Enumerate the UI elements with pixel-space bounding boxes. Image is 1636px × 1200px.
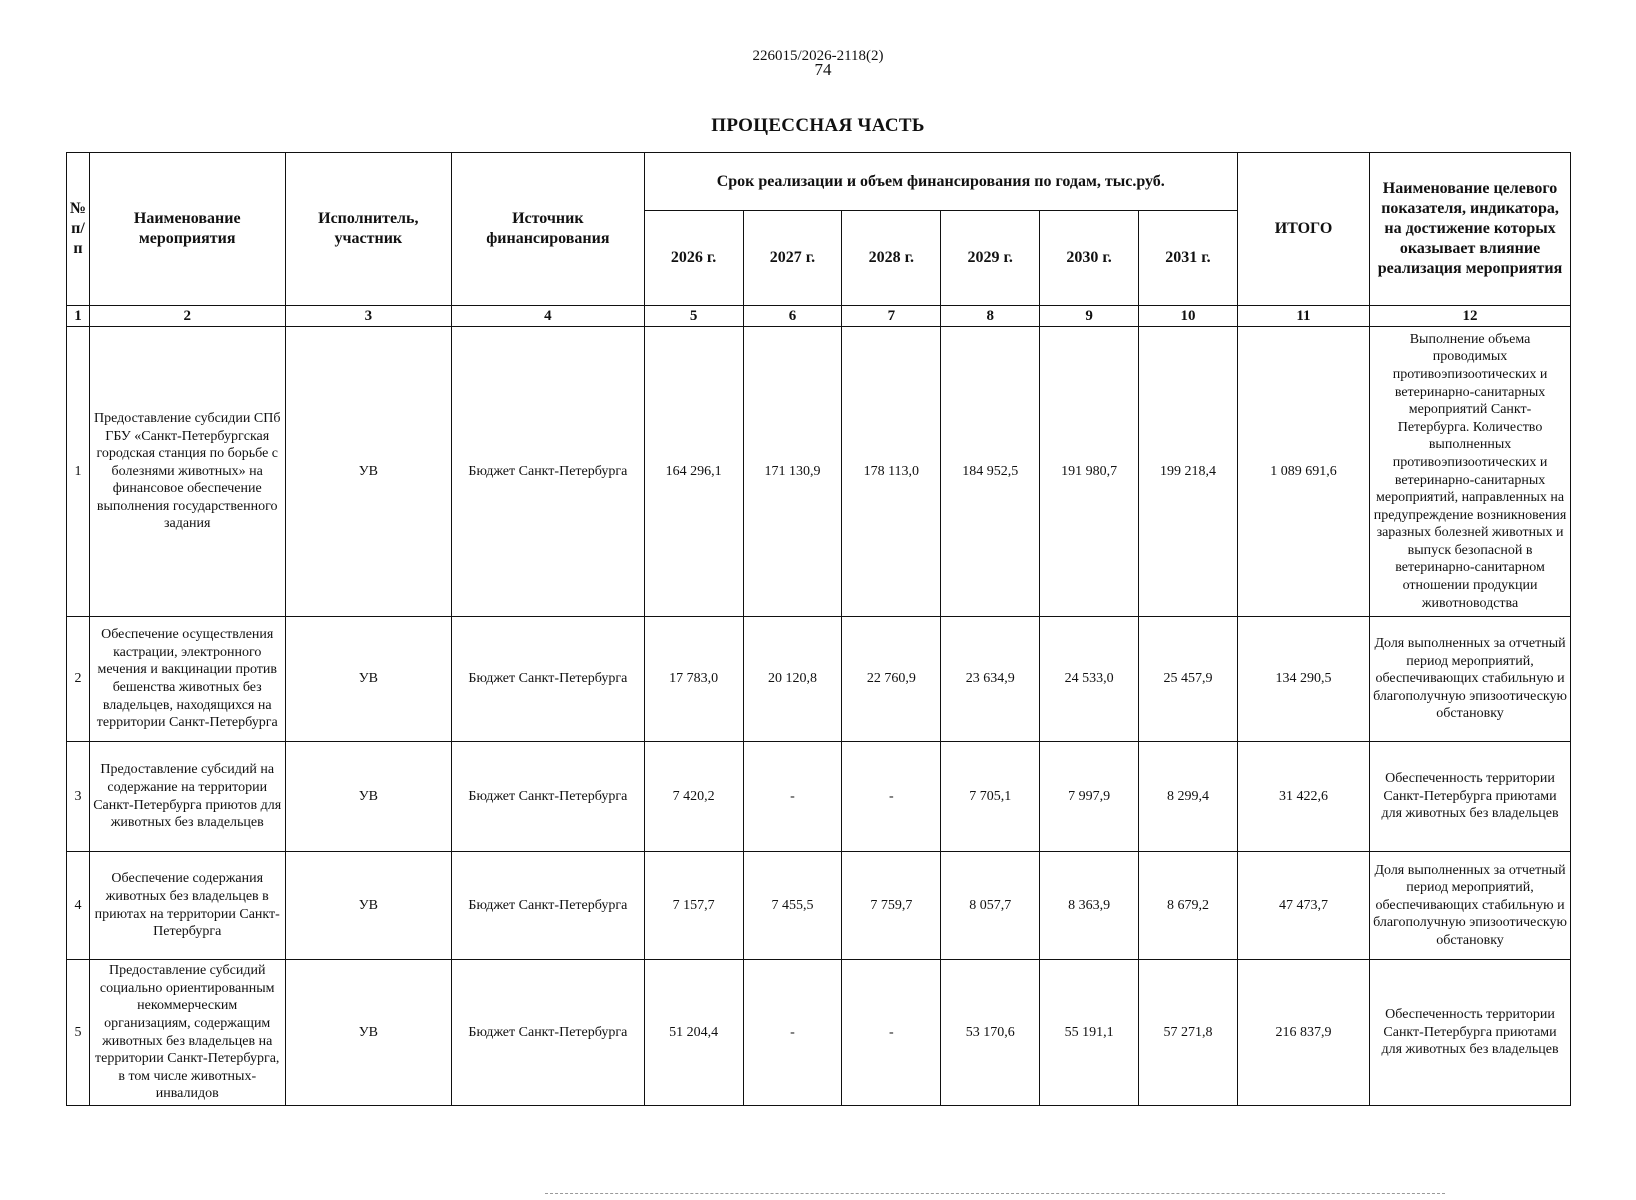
funding-source: Бюджет Санкт-Петербурга — [452, 617, 645, 742]
row-number: 2 — [67, 617, 90, 742]
column-index: 5 — [644, 306, 743, 327]
year-value: 8 679,2 — [1139, 852, 1238, 960]
table-row — [67, 742, 1571, 852]
row-total: 216 837,9 — [1237, 960, 1369, 1106]
target-indicator: Доля выполненных за отчетный период мероприятий, обеспечивающих стабильную и благополучную эпизоотическую обстановку — [1370, 617, 1571, 742]
column-index-row — [67, 306, 1571, 327]
page-number: 74 — [814, 60, 832, 79]
header-source: Источник финансирования — [452, 153, 645, 306]
year-value: 53 170,6 — [941, 960, 1040, 1106]
year-value: 8 299,4 — [1139, 742, 1238, 852]
activity-name: Обеспечение содержания животных без владельцев в приютах на территории Санкт-Петербурга — [89, 852, 285, 960]
column-index: 4 — [452, 306, 645, 327]
column-index: 2 — [89, 306, 285, 327]
column-index: 11 — [1237, 306, 1369, 327]
table-row — [67, 617, 1571, 742]
column-index: 7 — [842, 306, 941, 327]
target-indicator: Выполнение объема проводимых противоэпизоотических и ветеринарно-санитарных мероприятий Санкт-Петербурга. Количество выполненных противоэпизоотических и ветеринарно-санитарных мероприятий, направленных на предупреждение возникновения заразных болезней животных и выпуск безопасной в ветеринарно-санитарном отношении продукции животноводства — [1370, 327, 1571, 617]
year-value: 7 997,9 — [1040, 742, 1139, 852]
year-value: 20 120,8 — [743, 617, 842, 742]
funding-source: Бюджет Санкт-Петербурга — [452, 742, 645, 852]
row-number: 3 — [67, 742, 90, 852]
target-indicator: Доля выполненных за отчетный период мероприятий, обеспечивающих стабильную и благополучную эпизоотическую обстановку — [1370, 852, 1571, 960]
year-value: 8 363,9 — [1040, 852, 1139, 960]
executor: УВ — [285, 960, 452, 1106]
table-row — [67, 327, 1571, 617]
activity-name: Предоставление субсидии СПб ГБУ «Санкт-Петербургская городская станция по борьбе с болезнями животных» на финансовое обеспечение выполнения государственного задания — [89, 327, 285, 617]
row-total: 47 473,7 — [1237, 852, 1369, 960]
column-index: 9 — [1040, 306, 1139, 327]
year-value: 178 113,0 — [842, 327, 941, 617]
header-indicator: Наименование целевого показателя, индикатора, на достижение которых оказывает влияние реализация мероприятия — [1370, 153, 1571, 306]
page-title: ПРОЦЕССНАЯ ЧАСТЬ — [711, 115, 925, 136]
year-value: 7 759,7 — [842, 852, 941, 960]
row-number: 4 — [67, 852, 90, 960]
year-value: 51 204,4 — [644, 960, 743, 1106]
header-year: 2030 г. — [1040, 211, 1139, 306]
header-year: 2026 г. — [644, 211, 743, 306]
target-indicator: Обеспеченность территории Санкт-Петербурга приютами для животных без владельцев — [1370, 960, 1571, 1106]
year-value: 24 533,0 — [1040, 617, 1139, 742]
year-value: 171 130,9 — [743, 327, 842, 617]
executor: УВ — [285, 617, 452, 742]
executor: УВ — [285, 742, 452, 852]
year-value: 22 760,9 — [842, 617, 941, 742]
row-number: 5 — [67, 960, 90, 1106]
year-value: 25 457,9 — [1139, 617, 1238, 742]
year-value: 7 420,2 — [644, 742, 743, 852]
target-indicator: Обеспеченность территории Санкт-Петербурга приютами для животных без владельцев — [1370, 742, 1571, 852]
table-row — [67, 852, 1571, 960]
header-name: Наименование мероприятия — [89, 153, 285, 306]
row-total: 134 290,5 — [1237, 617, 1369, 742]
executor: УВ — [285, 327, 452, 617]
year-value: 17 783,0 — [644, 617, 743, 742]
year-value: 184 952,5 — [941, 327, 1040, 617]
activity-name: Предоставление субсидий социально ориентированным некоммерческим организациям, содержащим животных без владельцев на территории Санкт-Петербурга, в том числе животных-инвалидов — [89, 960, 285, 1106]
executor: УВ — [285, 852, 452, 960]
year-value: 8 057,7 — [941, 852, 1040, 960]
funding-source: Бюджет Санкт-Петербурга — [452, 852, 645, 960]
year-value: 199 218,4 — [1139, 327, 1238, 617]
column-index: 12 — [1370, 306, 1571, 327]
year-value: 55 191,1 — [1040, 960, 1139, 1106]
year-value: 191 980,7 — [1040, 327, 1139, 617]
funding-source: Бюджет Санкт-Петербурга — [452, 960, 645, 1106]
year-value: - — [743, 742, 842, 852]
header-year: 2028 г. — [842, 211, 941, 306]
year-value: 7 157,7 — [644, 852, 743, 960]
year-value: 57 271,8 — [1139, 960, 1238, 1106]
row-total: 1 089 691,6 — [1237, 327, 1369, 617]
year-value: 23 634,9 — [941, 617, 1040, 742]
scan-artifact-line — [545, 1193, 1445, 1195]
year-value: - — [743, 960, 842, 1106]
table-row — [67, 960, 1571, 1106]
column-index: 1 — [67, 306, 90, 327]
year-value: 7 705,1 — [941, 742, 1040, 852]
year-value: - — [842, 742, 941, 852]
row-number: 1 — [67, 327, 90, 617]
header-total: ИТОГО — [1237, 153, 1369, 306]
column-index: 10 — [1139, 306, 1238, 327]
column-index: 6 — [743, 306, 842, 327]
header-year: 2031 г. — [1139, 211, 1238, 306]
column-index: 3 — [285, 306, 452, 327]
header-period: Срок реализации и объем финансирования по годам, тыс.руб. — [644, 153, 1237, 211]
year-value: - — [842, 960, 941, 1106]
header-num: № п/п — [67, 153, 90, 306]
row-total: 31 422,6 — [1237, 742, 1369, 852]
activity-name: Предоставление субсидий на содержание на территории Санкт-Петербурга приютов для животных без владельцев — [89, 742, 285, 852]
year-value: 7 455,5 — [743, 852, 842, 960]
registration-number: 226015/2026-2118(2) — [752, 48, 884, 64]
year-value: 164 296,1 — [644, 327, 743, 617]
header-year: 2027 г. — [743, 211, 842, 306]
column-index: 8 — [941, 306, 1040, 327]
activity-name: Обеспечение осуществления кастрации, электронного мечения и вакцинации против бешенства животных без владельцев, находящихся на территории Санкт-Петербурга — [89, 617, 285, 742]
header-executor: Исполнитель, участник — [285, 153, 452, 306]
header-year: 2029 г. — [941, 211, 1040, 306]
funding-source: Бюджет Санкт-Петербурга — [452, 327, 645, 617]
process-table — [66, 152, 1571, 1106]
